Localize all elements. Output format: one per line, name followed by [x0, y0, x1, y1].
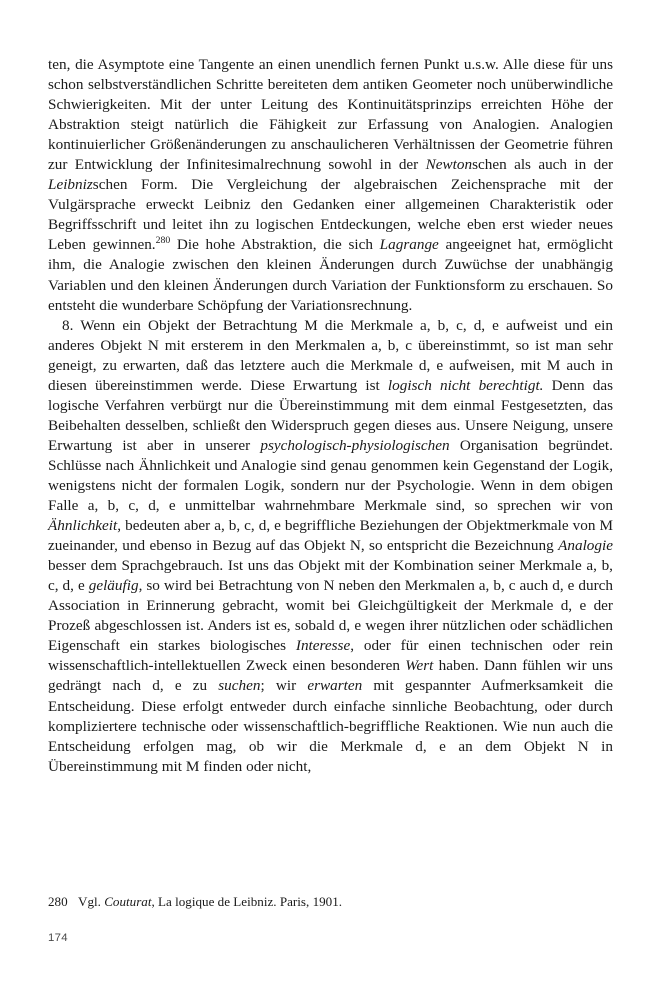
footnote-number: 280	[48, 894, 68, 909]
body-text-column	[48, 55, 613, 777]
footnote-text: Vgl. Couturat, La logique de Leibniz. Paris, 1901.	[78, 894, 343, 909]
footnote-entry	[48, 893, 613, 910]
footnote-block	[48, 893, 613, 910]
page-number: 174	[48, 932, 68, 944]
body-paragraph: ten, die Asymptote eine Tangente an einen unendlich fernen Punkt u.s.w. Alle diese für uns schon selbstverständlichen Schritte bereiteten dem antiken Geometer noch unüberwindliche Schwierigkeiten. Mit der unter Leitung des Kontinuitätsprinzips erreichten Höhe der Abstraktion steigt natürlich die Fähigkeit zur Erfassung von Analogien. Analogien kontinuierlicher Größenänderungen zu anschaulicheren Verhältnissen der Geometrie führen zur Entwicklung der Infinitesimalrechnung sowohl in der Newtonschen als auch in der Leibnizschen Form. Die Vergleichung der algebraischen Zeichensprache mit der Vulgärsprache erweckt Leibniz den Gedanken einer allgemeinen Charakteristik oder Begriffsschrift und leitet ihn zu logischen Entdeckungen, welche eben erst wieder neues Leben gewinnen.$^{280}$ Die hohe Abstraktion, die sich Lagrange angeeignet hat, ermöglicht ihm, die Analogie zwischen den kleinen Änderungen durch Zuwüchse der unabhängig Variablen und den kleinen Änderungen durch Variation der Funktionsform zu erschauen. So entsteht die wunderbare Schöpfung der Variationsrechnung.	[48, 56, 614, 314]
body-paragraph: 8. Wenn ein Objekt der Betrachtung M die Merkmale a, b, c, d, e aufweist und ein anderes Objekt N mit ersterem in den Merkmalen a, b, c übereinstimmt, so ist man sehr geneigt, zu erwarten, daß das letztere auch die Merkmale d, e aufweisen, mit M auch in diesen übereinstimmen werde. Diese Erwartung ist logisch nicht berechtigt. Denn das logische Verfahren verbürgt nur die Übereinstimmung mit dem einmal Festgesetzten, das Beibehalten desselben, schließt den Widerspruch gegen dieses aus. Unsere Neigung, unsere Erwartung ist aber in unserer psychologisch-physiologischen Organisation begründet. Schlüsse nach Ähnlichkeit und Analogie sind genau genommen kein Gegenstand der Logik, wenigstens nicht der formalen Logik, sondern nur der Psychologie. Wenn in dem obigen Falle a, b, c, d, e unmittelbar wahrnehmbare Merkmale sind, so sprechen wir von Ähnlichkeit, bedeuten aber a, b, c, d, e begriffliche Beziehungen der Objektmerkmale von M zueinander, und ebenso in Bezug auf das Objekt N, so entspricht die Bezeichnung Analogie besser dem Sprachgebrauch. Ist uns das Objekt mit der Kombination seiner Merkmale a, b, c, d, e geläufig, so wird bei Betrachtung von N neben den Merkmalen a, b, c auch d, e durch Association in Erinnerung gebracht, womit bei Gleichgültigkeit der Merkmale d, e der Prozeß abgeschlossen ist. Anders ist es, sobald d, e wegen ihrer nützlichen oder schädlichen Eigenschaft ein starkes biologisches Interesse, oder für einen technischen oder rein wissenschaftlich-intellektuellen Zweck einen besonderen Wert haben. Dann fühlen wir uns gedrängt nach d, e zu suchen; wir erwarten mit gespannter Aufmerksamkeit die Entscheidung. Diese erfolgt entweder durch einfache sinnliche Beobachtung, oder durch kompliziertere technische oder wissenschaftlich-begriffliche Reaktionen. Wie nun auch die Entscheidung erfolgen mag, ob wir die Merkmale d, e an dem Objekt N in Übereinstimmung mit M finden oder nicht,	[48, 316, 613, 775]
